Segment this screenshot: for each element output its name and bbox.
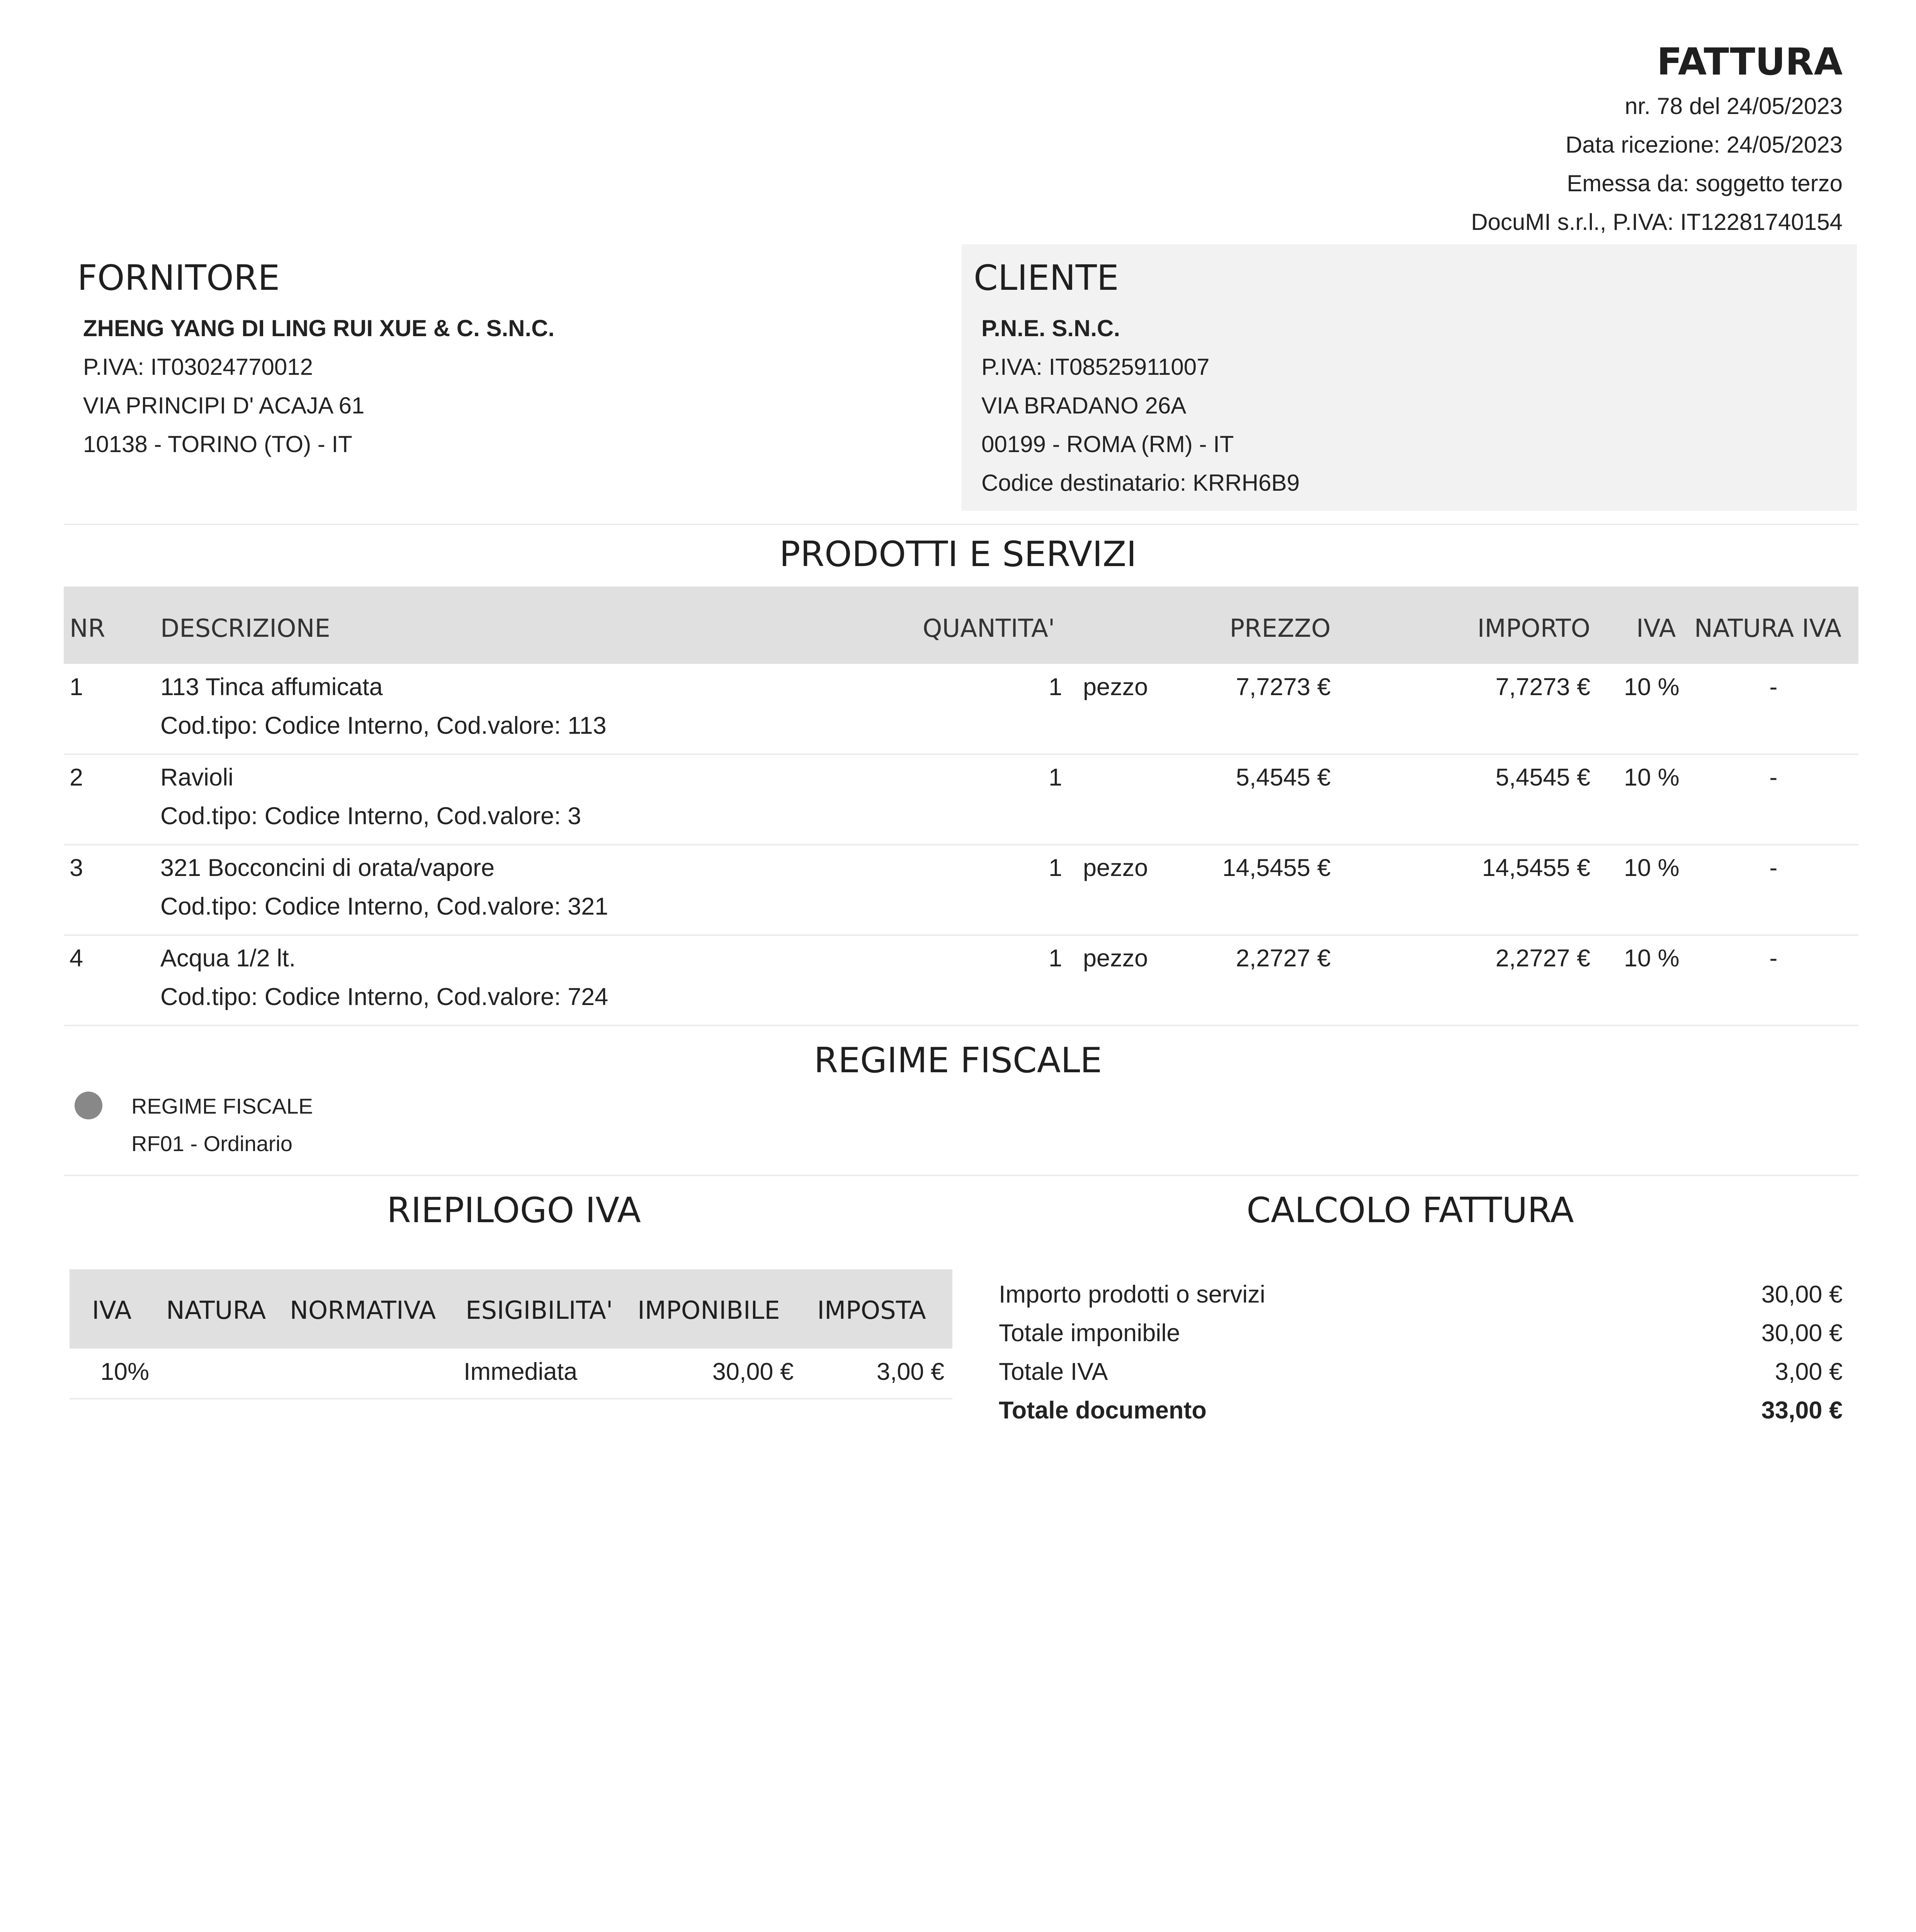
row-vat: 10 % [1624, 945, 1680, 972]
row-price: 14,5455 € [1222, 854, 1331, 881]
customer-vat: P.IVA: IT08525911007 [981, 354, 1210, 380]
row-code: Cod.tipo: Codice Interno, Cod.valore: 724 [160, 983, 609, 1010]
row-nature: - [1769, 854, 1778, 881]
col-amount: IMPORTO [1477, 614, 1590, 643]
customer-heading: CLIENTE [974, 258, 1119, 298]
calc-vat-value: 3,00 € [1775, 1358, 1843, 1385]
row-nr: 4 [70, 945, 83, 972]
vat-row-taxable: 30,00 € [712, 1358, 794, 1385]
row-qty: 1 [1048, 945, 1062, 972]
row-nr: 1 [70, 673, 83, 701]
row-description: 321 Bocconcini di orata/vapore [160, 854, 495, 881]
row-price: 2,2727 € [1236, 945, 1331, 972]
row-unit: pezzo [1083, 945, 1148, 972]
row-divider [64, 753, 1858, 755]
document-title: FATTURA [1657, 40, 1843, 83]
col-vat: IVA [1636, 614, 1676, 643]
col-quantity: QUANTITA' [923, 614, 1055, 643]
vat-row-tax: 3,00 € [876, 1358, 944, 1385]
row-code: Cod.tipo: Codice Interno, Cod.valore: 321 [160, 893, 609, 920]
vat-row-chargeability: Immediata [464, 1358, 578, 1385]
calc-products-label: Importo prodotti o servizi [999, 1281, 1265, 1308]
intermediary: DocuMI s.r.l., P.IVA: IT12281740154 [1471, 209, 1843, 235]
issued-by: Emessa da: soggetto terzo [1567, 170, 1843, 196]
divider [64, 1175, 1858, 1176]
vat-col-tax: IMPOSTA [817, 1296, 926, 1325]
row-unit: pezzo [1083, 673, 1148, 701]
col-price: PREZZO [1229, 614, 1331, 643]
vat-summary-heading: RIEPILOGO IVA [387, 1190, 641, 1231]
tax-regime-heading: REGIME FISCALE [814, 1040, 1102, 1081]
vat-col-chargeability: ESIGIBILITA' [466, 1296, 613, 1325]
bullet-dot-icon [75, 1092, 102, 1119]
row-amount: 7,7273 € [1495, 673, 1590, 701]
supplier-address: VIA PRINCIPI D' ACAJA 61 [83, 393, 365, 418]
customer-box [961, 244, 1857, 511]
row-divider [70, 1398, 952, 1400]
row-description: Ravioli [160, 764, 234, 791]
receipt-date: Data ricezione: 24/05/2023 [1565, 132, 1843, 158]
row-qty: 1 [1048, 764, 1062, 791]
vat-col-vat: IVA [92, 1296, 132, 1325]
calc-total-label: Totale documento [999, 1397, 1207, 1424]
invoice-calc-heading: CALCOLO FATTURA [1246, 1190, 1574, 1231]
row-vat: 10 % [1624, 854, 1680, 881]
divider [64, 524, 1858, 525]
row-description: 113 Tinca affumicata [160, 673, 383, 701]
row-price: 7,7273 € [1236, 673, 1331, 701]
col-vat-nature: NATURA IVA [1694, 614, 1841, 643]
col-nr: NR [70, 614, 105, 643]
invoice-number: nr. 78 del 24/05/2023 [1625, 93, 1843, 119]
vat-col-rule: NORMATIVA [290, 1296, 436, 1325]
row-vat: 10 % [1624, 673, 1680, 701]
row-code: Cod.tipo: Codice Interno, Cod.valore: 3 [160, 803, 581, 830]
col-description: DESCRIZIONE [160, 614, 330, 643]
row-amount: 2,2727 € [1495, 945, 1590, 972]
customer-recipient-code: Codice destinatario: KRRH6B9 [981, 470, 1300, 496]
vat-col-nature: NATURA [166, 1296, 266, 1325]
supplier-name: ZHENG YANG DI LING RUI XUE & C. S.N.C. [83, 315, 555, 341]
customer-city: 00199 - ROMA (RM) - IT [981, 431, 1234, 457]
row-divider [64, 844, 1858, 845]
row-code: Cod.tipo: Codice Interno, Cod.valore: 113 [160, 712, 607, 739]
customer-address: VIA BRADANO 26A [981, 393, 1187, 418]
tax-regime-label: REGIME FISCALE [131, 1094, 313, 1118]
calc-products-value: 30,00 € [1761, 1281, 1843, 1308]
row-divider [64, 934, 1858, 936]
row-unit: pezzo [1083, 854, 1148, 881]
calc-vat-label: Totale IVA [999, 1358, 1108, 1385]
row-qty: 1 [1048, 673, 1062, 701]
calc-taxable-label: Totale imponibile [999, 1320, 1180, 1347]
row-amount: 5,4545 € [1495, 764, 1590, 791]
calc-taxable-value: 30,00 € [1761, 1320, 1843, 1347]
row-amount: 14,5455 € [1482, 854, 1590, 881]
row-nr: 3 [70, 854, 83, 881]
calc-total-value: 33,00 € [1761, 1397, 1843, 1424]
products-heading: PRODOTTI E SERVIZI [779, 534, 1137, 575]
row-qty: 1 [1048, 854, 1062, 881]
tax-regime-value: RF01 - Ordinario [131, 1131, 293, 1156]
row-vat: 10 % [1624, 764, 1680, 791]
row-price: 5,4545 € [1236, 764, 1331, 791]
row-description: Acqua 1/2 lt. [160, 945, 296, 972]
row-divider [64, 1025, 1858, 1026]
supplier-vat: P.IVA: IT03024770012 [83, 354, 313, 380]
row-nr: 2 [70, 764, 83, 791]
row-nature: - [1769, 764, 1778, 791]
supplier-city: 10138 - TORINO (TO) - IT [83, 431, 352, 457]
customer-name: P.N.E. S.N.C. [981, 315, 1120, 341]
row-nature: - [1769, 945, 1778, 972]
vat-col-taxable: IMPONIBILE [638, 1296, 780, 1325]
row-nature: - [1769, 673, 1778, 701]
vat-row-vat: 10% [100, 1358, 150, 1385]
supplier-heading: FORNITORE [77, 258, 280, 298]
